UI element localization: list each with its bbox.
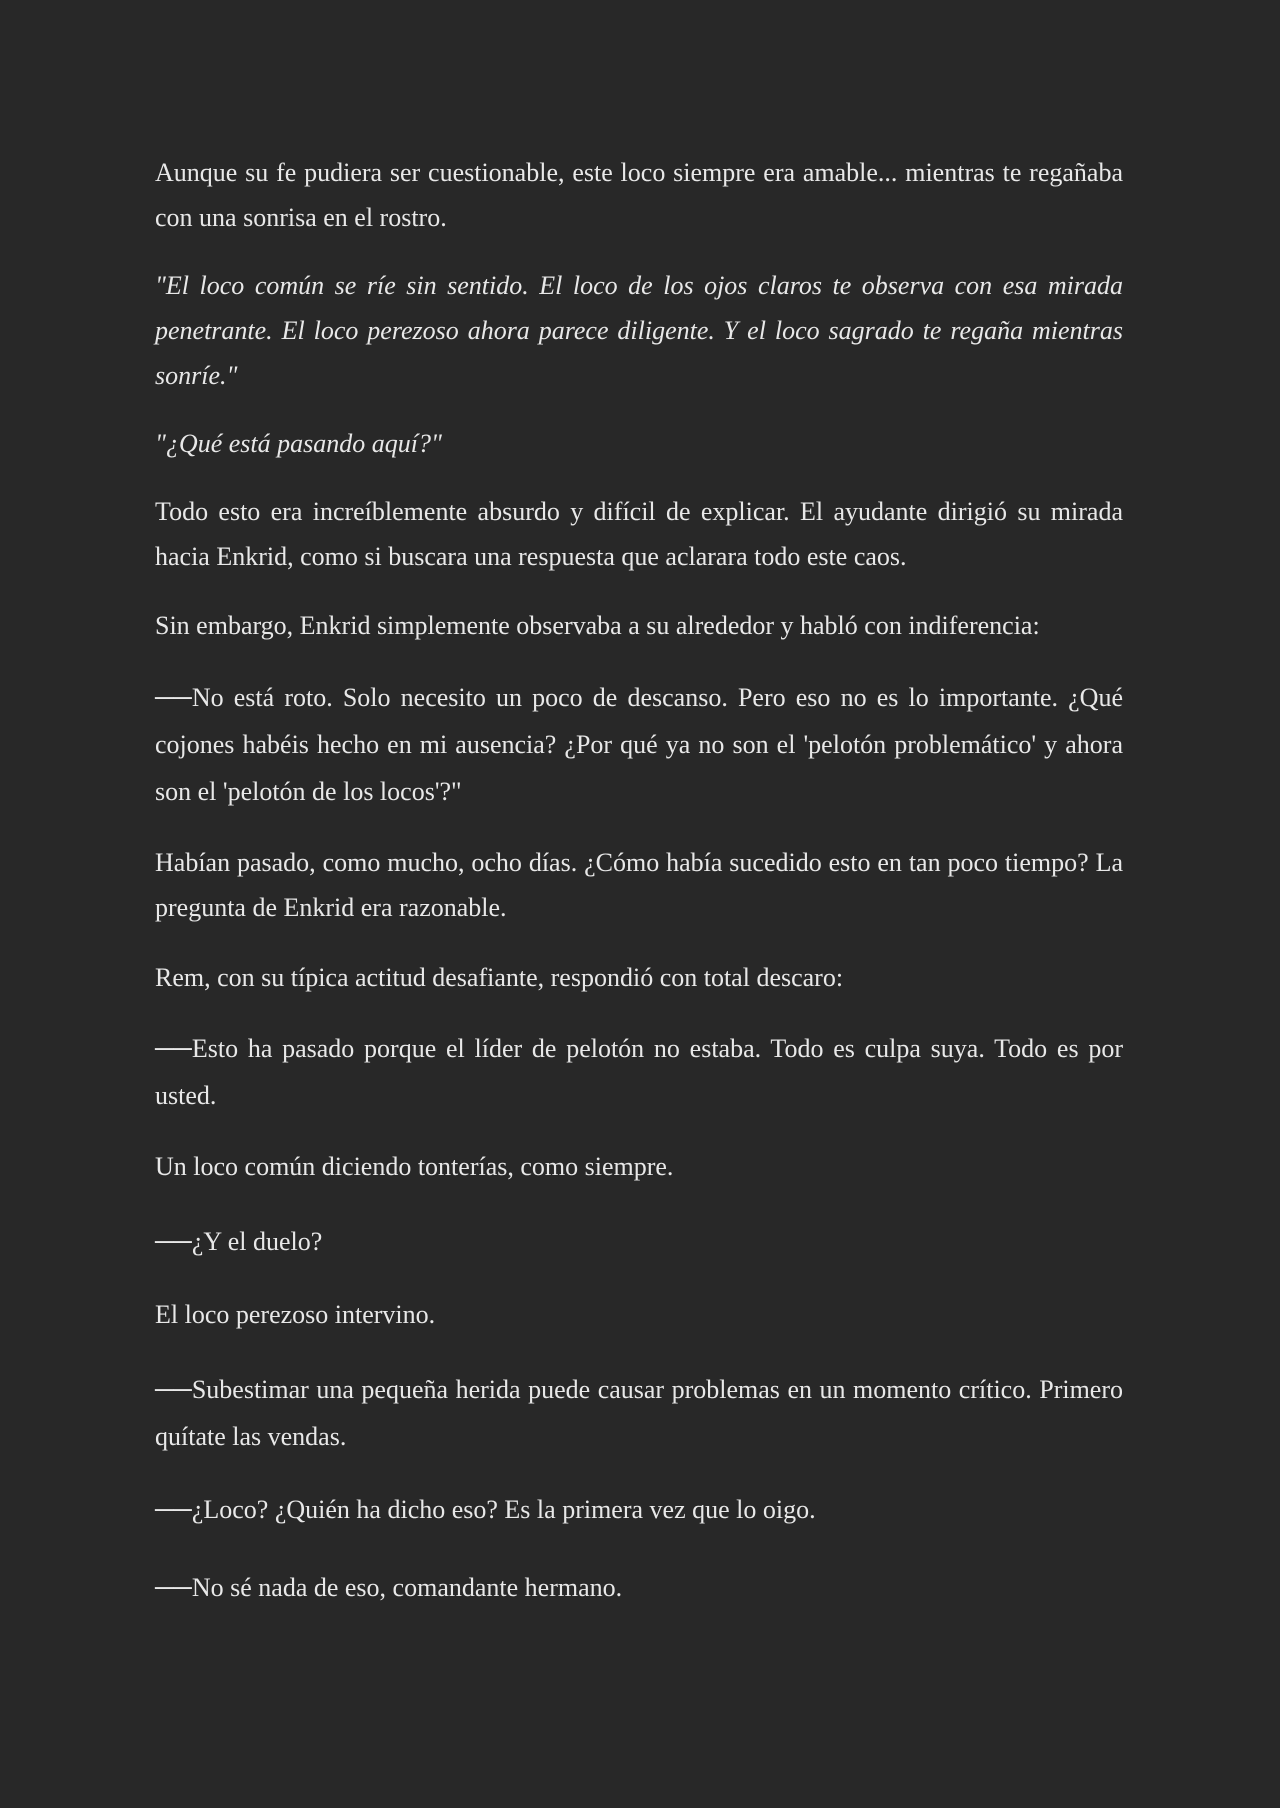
paragraph-4: Todo esto era increíblemente absurdo y difícil de explicar. El ayudante dirigió su mirada hacia Enkrid, como si buscara una respuesta que aclarara todo este caos. xyxy=(155,497,1123,571)
paragraph-2-italic-quote: "El loco común se ríe sin sentido. El loco de los ojos claros te observa con esa mirada penetrante. El loco perezoso ahora parece diligente. Y el loco sagrado te regaña mientras sonríe." xyxy=(155,271,1123,390)
paragraph-10: Un loco común diciendo tonterías, como siempre. xyxy=(155,1152,674,1181)
dialogue-5: ──¿Loco? ¿Quién ha dicho eso? Es la primera vez que lo oigo. xyxy=(155,1495,816,1524)
chapter-text xyxy=(155,150,1123,1611)
dialogue-3: ──¿Y el duelo? xyxy=(155,1227,323,1256)
paragraph-7: Habían pasado, como mucho, ocho días. ¿Cómo había sucedido esto en tan poco tiempo? La pregunta de Enkrid era razonable. xyxy=(155,848,1123,922)
paragraph-8: Rem, con su típica actitud desafiante, respondió con total descaro: xyxy=(155,963,844,992)
paragraph-12: El loco perezoso intervino. xyxy=(155,1300,436,1329)
dialogue-2: ──Esto ha pasado porque el líder de pelotón no estaba. Todo es culpa suya. Todo es por usted. xyxy=(155,1034,1123,1110)
dialogue-6: ──No sé nada de eso, comandante hermano. xyxy=(155,1573,623,1602)
dialogue-1: ──No está roto. Solo necesito un poco de descanso. Pero eso no es lo importante. ¿Qué cojones habéis hecho en mi ausencia? ¿Por qué ya no son el 'pelotón problemático' y ahora son el 'pelotón de los locos'?" xyxy=(155,683,1123,806)
paragraph-5: Sin embargo, Enkrid simplemente observaba a su alrededor y habló con indiferencia: xyxy=(155,611,1040,640)
paragraph-1: Aunque su fe pudiera ser cuestionable, este loco siempre era amable... mientras te regañaba con una sonrisa en el rostro. xyxy=(155,158,1123,232)
dialogue-4: ──Subestimar una pequeña herida puede causar problemas en un momento crítico. Primero quítate las vendas. xyxy=(155,1375,1123,1451)
paragraph-3-italic-quote: "¿Qué está pasando aquí?" xyxy=(155,429,442,458)
